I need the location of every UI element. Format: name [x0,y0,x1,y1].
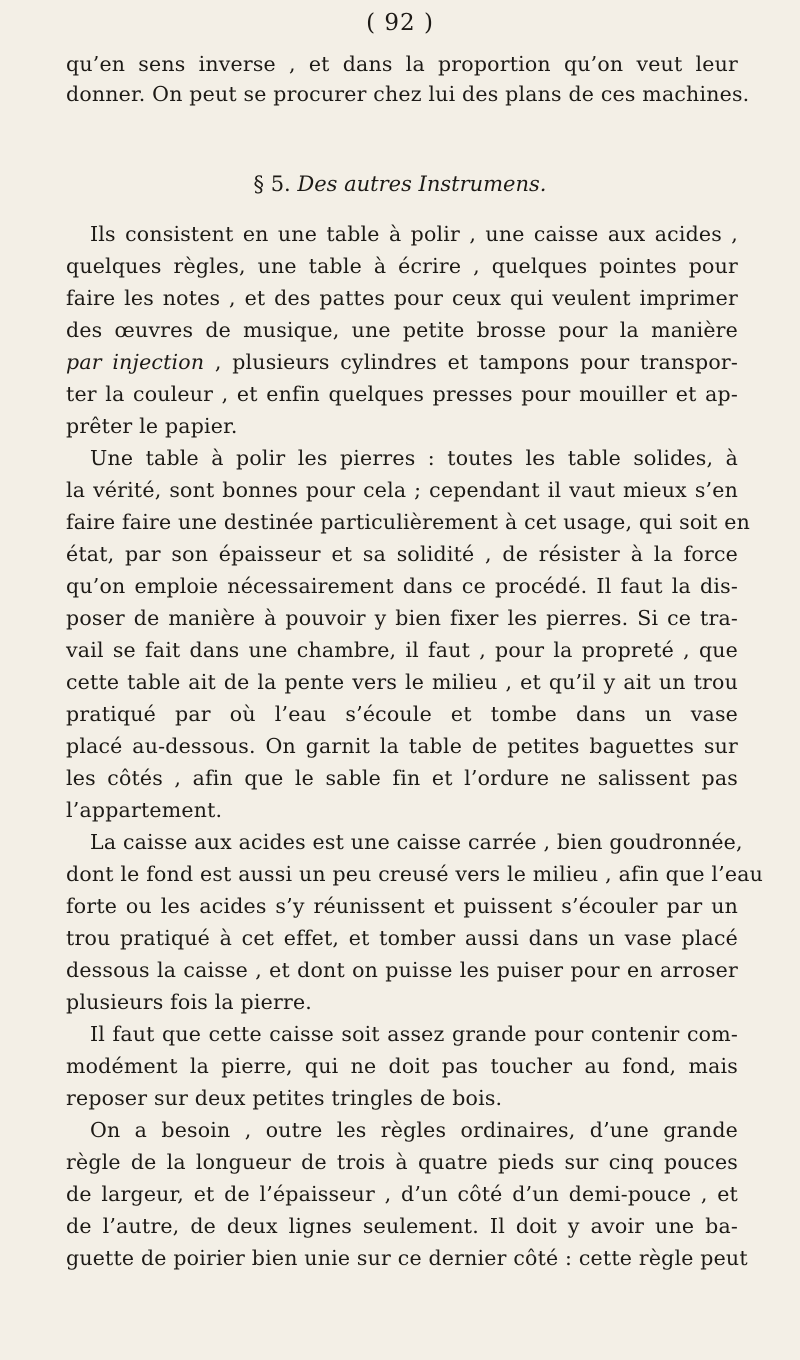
text-fragment: , plusieurs cylindres et tampons pour transpor- [204,350,738,374]
text-line: Il faut que cette caisse soit assez grande pour contenir com- [90,1022,738,1046]
text-line: l’appartement. [66,798,223,822]
text-line: La caisse aux acides est une caisse carrée , bien goudronnée, [90,830,743,854]
text-line: donner. On peut se procurer chez lui des plans de ces machines. [66,82,750,106]
text-line: la vérité, sont bonnes pour cela ; cependant il vaut mieux s’en [66,478,738,502]
text-line: forte ou les acides s’y réunissent et puissent s’écouler par un [66,894,738,918]
section-heading [0,172,800,196]
text-line: de largeur, et de l’épaisseur , d’un côté d’un demi-pouce , et [66,1182,738,1206]
text-line: dont le fond est aussi un peu creusé vers le milieu , afin que l’eau [66,862,764,886]
text-line: ter la couleur , et enfin quelques presses pour mouiller et ap- [66,382,738,406]
text-line: modément la pierre, qui ne doit pas toucher au fond, mais [66,1054,738,1078]
italic-phrase: par injection [66,350,205,374]
text-line: règle de la longueur de trois à quatre pieds sur cinq pouces [66,1150,738,1174]
text-line: dessous la caisse , et dont on puisse les puiser pour en arroser [66,958,738,982]
text-line: cette table ait de la pente vers le milieu , et qu’il y ait un trou [66,670,738,694]
text-line: placé au-dessous. On garnit la table de petites baguettes sur [66,734,738,758]
text-line [66,348,738,376]
text-line: vail se fait dans une chambre, il faut , pour la propreté , que [66,638,738,662]
text-line: poser de manière à pouvoir y bien fixer les pierres. Si ce tra- [66,606,738,630]
text-line: prêter le papier. [66,414,238,438]
text-line: Ils consistent en une table à polir , une caisse aux acides , [90,222,738,246]
section-title: Des autres Instrumens. [297,172,547,196]
text-line: état, par son épaisseur et sa solidité , de résister à la force [66,542,738,566]
text-line: quelques règles, une table à écrire , quelques pointes pour [66,254,738,278]
text-line: de l’autre, de deux lignes seulement. Il doit y avoir une ba- [66,1214,738,1238]
text-line: plusieurs fois la pierre. [66,990,313,1014]
text-line: Une table à polir les pierres : toutes les table solides, à [90,446,738,470]
text-line: faire faire une destinée particulièrement à cet usage, qui soit en [66,510,751,534]
text-line: reposer sur deux petites tringles de bois. [66,1086,503,1110]
text-line: On a besoin , outre les règles ordinaires, d’une grande [90,1118,738,1142]
text-line: trou pratiqué à cet effet, et tomber aussi dans un vase placé [66,926,738,950]
section-symbol: § 5. [253,172,291,196]
text-line: faire les notes , et des pattes pour ceux qui veulent imprimer [66,286,738,310]
text-line: pratiqué par où l’eau s’écoule et tombe dans un vase [66,702,738,726]
page-number: ( 92 ) [366,10,434,36]
text-line: guette de poirier bien unie sur ce dernier côté : cette règle peut [66,1246,748,1270]
text-line: qu’on emploie nécessairement dans ce procédé. Il faut la dis- [66,574,738,598]
text-line: qu’en sens inverse , et dans la proportion qu’on veut leur [66,52,738,76]
text-line: les côtés , afin que le sable fin et l’ordure ne salissent pas [66,766,738,790]
text-line: des œuvres de musique, une petite brosse pour la manière [66,318,738,342]
